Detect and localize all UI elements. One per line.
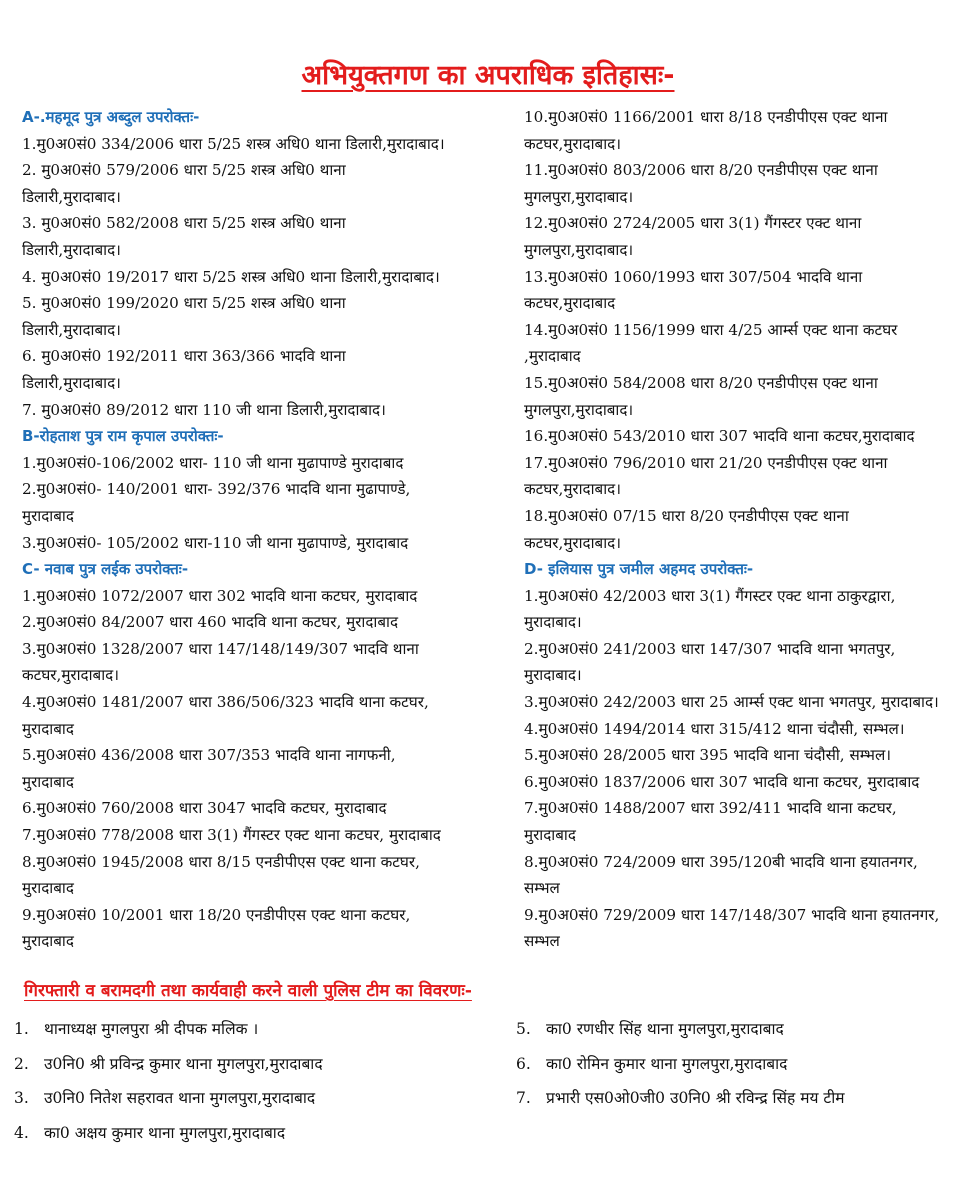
case-line: 3.मु0अ0सं0 242/2003 धारा 25 आर्म्स एक्ट थाना भगतपुर, मुरादाबाद। — [524, 693, 939, 712]
team-member-text: उ0नि0 नितेश सहरावत थाना मुगलपुरा,मुरादाबाद — [44, 1089, 316, 1107]
case-line: 2.मु0अ0सं0 84/2007 धारा 460 भादवि थाना कटघर, मुरादाबाद — [22, 613, 399, 632]
case-line: 11.मु0अ0सं0 803/2006 धारा 8/20 एनडीपीएस एक्ट थाना — [524, 161, 878, 180]
team-member — [14, 1047, 494, 1082]
page-title — [0, 55, 976, 92]
team-title — [24, 978, 472, 1001]
case-line: 8.मु0अ0सं0 1945/2008 धारा 8/15 एनडीपीएस एक्ट थाना कटघर, — [22, 852, 420, 871]
case-line: 4. मु0अ0सं0 19/2017 धारा 5/25 शस्त्र अधि0 थाना डिलारी,मुरादाबाद। — [22, 267, 440, 286]
section-heading: A-.महमूद पुत्र अब्दुल उपरोक्तः- — [22, 108, 200, 126]
case-line: डिलारी,मुरादाबाद। — [22, 240, 121, 259]
case-line: मुरादाबाद — [524, 826, 576, 845]
case-line: 9.मु0अ0सं0 10/2001 धारा 18/20 एनडीपीएस एक्ट थाना कटघर, — [22, 905, 411, 924]
case-line: 14.मु0अ0सं0 1156/1999 धारा 4/25 आर्म्स एक्ट थाना कटघर — [524, 320, 898, 339]
section-heading: C- नवाब पुत्र लईक उपरोक्तः- — [22, 560, 189, 579]
team-member — [14, 1012, 494, 1047]
case-line: 2. मु0अ0सं0 579/2006 धारा 5/25 शस्त्र अधि0 थाना — [22, 161, 346, 180]
case-line: मुरादाबाद — [22, 879, 74, 898]
team-member-number: 1. — [14, 1020, 29, 1038]
case-line: 1.मु0अ0सं0 334/2006 धारा 5/25 शस्त्र अधि0 थाना डिलारी,मुरादाबाद। — [22, 134, 445, 153]
case-line: 8.मु0अ0सं0 724/2009 धारा 395/120बी भादवि थाना हयातनगर, — [524, 852, 918, 871]
team-member-text: का0 अक्षय कुमार थाना मुगलपुरा,मुरादाबाद — [44, 1123, 286, 1142]
team-member-text: का0 रोमिन कुमार थाना मुगलपुरा,मुरादाबाद — [546, 1054, 788, 1073]
left-column — [22, 104, 512, 955]
team-member-text: प्रभारी एस0ओ0जी0 उ0नि0 श्री रविन्द्र सिंह मय टीम — [546, 1089, 845, 1107]
team-member-text: थानाध्यक्ष मुगलपुरा श्री दीपक मलिक । — [44, 1020, 259, 1038]
team-member-number: 3. — [14, 1089, 29, 1107]
team-member — [516, 1012, 966, 1047]
case-line: मुगलपुरा,मुरादाबाद। — [524, 240, 634, 259]
case-line: 7. मु0अ0सं0 89/2012 धारा 110 जी थाना डिलारी,मुरादाबाद। — [22, 400, 386, 419]
case-line: 5.मु0अ0सं0 28/2005 धारा 395 भादवि थाना चंदौसी, सम्भल। — [524, 746, 892, 765]
case-line: 3.मु0अ0सं0- 105/2002 धारा-110 जी थाना मुढापाण्डे, मुरादाबाद — [22, 533, 409, 552]
case-line: 2.मु0अ0सं0- 140/2001 धारा- 392/376 भादवि थाना मुढापाण्डे, — [22, 480, 411, 499]
case-line: मुगलपुरा,मुरादाबाद। — [524, 400, 634, 419]
case-line: मुरादाबाद — [22, 506, 74, 525]
team-member-text: उ0नि0 श्री प्रविन्द्र कुमार थाना मुगलपुरा,मुरादाबाद — [44, 1054, 323, 1073]
team-list-left — [14, 1012, 494, 1150]
case-line: 3. मु0अ0सं0 582/2008 धारा 5/25 शस्त्र अधि0 थाना — [22, 214, 346, 233]
right-column — [524, 104, 964, 955]
case-line: 6.मु0अ0सं0 1837/2006 धारा 307 भादवि थाना कटघर, मुरादाबाद — [524, 772, 920, 791]
case-line: 17.मु0अ0सं0 796/2010 धारा 21/20 एनडीपीएस एक्ट थाना — [524, 453, 888, 472]
case-line: मुरादाबाद। — [524, 613, 582, 632]
case-line: 12.मु0अ0सं0 2724/2005 धारा 3(1) गैंगस्टर एक्ट थाना — [524, 214, 862, 233]
case-line: ,मुरादाबाद — [524, 347, 581, 366]
case-line: डिलारी,मुरादाबाद। — [22, 373, 121, 392]
case-line: 15.मु0अ0सं0 584/2008 धारा 8/20 एनडीपीएस एक्ट थाना — [524, 373, 878, 392]
case-line: 3.मु0अ0सं0 1328/2007 धारा 147/148/149/307 भादवि थाना — [22, 639, 419, 658]
case-line: 10.मु0अ0सं0 1166/2001 धारा 8/18 एनडीपीएस एक्ट थाना — [524, 108, 888, 126]
team-title-text: गिरफ्तारी व बरामदगी तथा कार्यवाही करने वाली पुलिस टीम का विवरणः- — [24, 981, 472, 1001]
team-member-number: 2. — [14, 1054, 29, 1073]
case-line: 1.मु0अ0सं0 1072/2007 धारा 302 भादवि थाना कटघर, मुरादाबाद — [22, 586, 418, 605]
case-line: 4.मु0अ0सं0 1494/2014 धारा 315/412 थाना चंदौसी, सम्भल। — [524, 719, 905, 738]
case-line: 7.मु0अ0सं0 778/2008 धारा 3(1) गैंगस्टर एक्ट थाना कटघर, मुरादाबाद — [22, 826, 441, 845]
case-line: कटघर,मुरादाबाद। — [22, 666, 119, 685]
case-line: सम्भल — [524, 879, 560, 898]
case-line: मुरादाबाद। — [524, 666, 582, 685]
case-line: 5.मु0अ0सं0 436/2008 धारा 307/353 भादवि थाना नागफनी, — [22, 746, 396, 765]
case-line: 4.मु0अ0सं0 1481/2007 धारा 386/506/323 भादवि थाना कटघर, — [22, 693, 429, 712]
case-line: डिलारी,मुरादाबाद। — [22, 320, 121, 339]
team-member — [14, 1081, 494, 1116]
case-line: मुरादाबाद — [22, 772, 74, 791]
case-line: 1.मु0अ0सं0 42/2003 धारा 3(1) गैंगस्टर एक्ट थाना ठाकुरद्वारा, — [524, 586, 896, 605]
case-line: 9.मु0अ0सं0 729/2009 धारा 147/148/307 भादवि थाना हयातनगर, — [524, 905, 940, 924]
team-member — [516, 1047, 966, 1082]
case-line: 6. मु0अ0सं0 192/2011 धारा 363/366 भादवि थाना — [22, 347, 346, 366]
team-member — [516, 1081, 966, 1116]
case-line: कटघर,मुरादाबाद। — [524, 134, 621, 153]
section-heading: B-रोहताश पुत्र राम कृपाल उपरोक्तः- — [22, 427, 224, 446]
section-heading: D- इलियास पुत्र जमील अहमद उपरोक्तः- — [524, 560, 754, 579]
case-line: कटघर,मुरादाबाद — [524, 294, 616, 313]
team-member — [14, 1116, 494, 1151]
team-member-text: का0 रणधीर सिंह थाना मुगलपुरा,मुरादाबाद — [546, 1020, 784, 1038]
team-member-number: 6. — [516, 1054, 531, 1073]
case-line: 2.मु0अ0सं0 241/2003 धारा 147/307 भादवि थाना भगतपुर, — [524, 639, 896, 658]
team-list-right — [516, 1012, 966, 1116]
team-member-number: 5. — [516, 1020, 531, 1038]
case-line: 1.मु0अ0सं0-106/2002 धारा- 110 जी थाना मुढापाण्डे मुरादाबाद — [22, 453, 404, 472]
case-line: 16.मु0अ0सं0 543/2010 धारा 307 भादवि थाना कटघर,मुरादाबाद — [524, 427, 915, 446]
case-line: 5. मु0अ0सं0 199/2020 धारा 5/25 शस्त्र अधि0 थाना — [22, 294, 346, 313]
case-line: 18.मु0अ0सं0 07/15 धारा 8/20 एनडीपीएस एक्ट थाना — [524, 506, 849, 525]
team-member-number: 7. — [516, 1089, 531, 1107]
case-line: कटघर,मुरादाबाद। — [524, 480, 621, 499]
case-line: मुरादाबाद — [22, 719, 74, 738]
case-line: 7.मु0अ0सं0 1488/2007 धारा 392/411 भादवि थाना कटघर, — [524, 799, 897, 818]
team-member-number: 4. — [14, 1123, 29, 1142]
case-line: 13.मु0अ0सं0 1060/1993 धारा 307/504 भादवि थाना — [524, 267, 863, 286]
case-line: 6.मु0अ0सं0 760/2008 धारा 3047 भादवि कटघर, मुरादाबाद — [22, 799, 387, 818]
case-line: डिलारी,मुरादाबाद। — [22, 187, 121, 206]
page-title-text: अभियुक्तगण का अपराधिक इतिहासः- — [301, 60, 675, 91]
case-line: मुरादाबाद — [22, 932, 74, 951]
case-line: मुगलपुरा,मुरादाबाद। — [524, 187, 634, 206]
case-line: कटघर,मुरादाबाद। — [524, 533, 621, 552]
case-line: सम्भल — [524, 932, 560, 951]
